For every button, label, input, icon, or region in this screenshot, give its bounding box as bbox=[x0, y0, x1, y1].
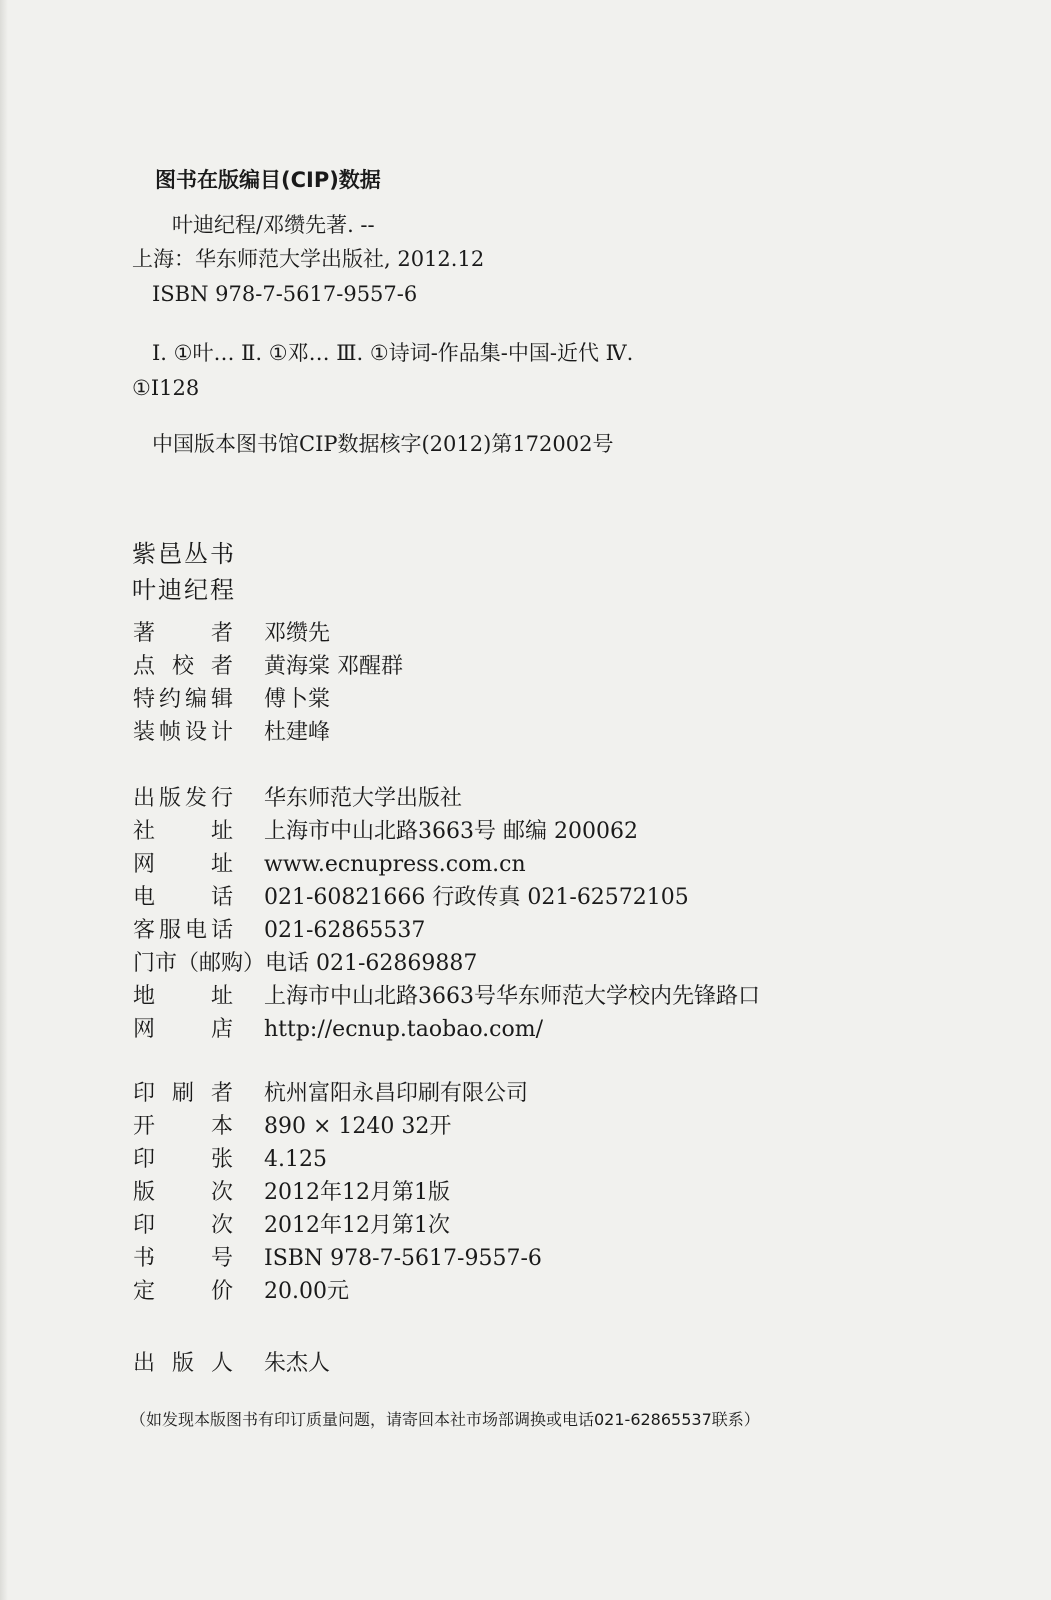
printing-value: 890 × 1240 32开 bbox=[264, 1114, 452, 1139]
publisher-label: 社址 bbox=[133, 819, 233, 844]
publisher-person-label: 出版人 bbox=[133, 1351, 233, 1376]
publisher-value: 上海市中山北路3663号 邮编 200062 bbox=[264, 819, 638, 844]
printing-label: 书号 bbox=[133, 1246, 233, 1271]
publisher-person-value: 朱杰人 bbox=[264, 1351, 331, 1376]
publisher-website: www.ecnupress.com.cn bbox=[264, 852, 526, 877]
cip-line-isbn: ISBN 978-7-5617-9557-6 bbox=[152, 282, 418, 306]
publisher-value: 华东师范大学出版社 bbox=[264, 786, 463, 811]
series-name: 紫邑丛书 bbox=[132, 540, 236, 568]
credit-value: 杜建峰 bbox=[264, 720, 331, 745]
cip-line-record-number: 中国版本图书馆CIP数据核字(2012)第172002号 bbox=[152, 432, 614, 456]
cip-line-title-author: 叶迪纪程/邓缵先著. -- bbox=[172, 213, 375, 237]
printing-label: 印刷者 bbox=[133, 1081, 233, 1106]
publisher-label: 网址 bbox=[133, 852, 233, 877]
credit-label: 装帧设计 bbox=[133, 720, 233, 745]
printing-value: ISBN 978-7-5617-9557-6 bbox=[264, 1246, 542, 1271]
printing-label: 定价 bbox=[133, 1279, 233, 1304]
publisher-value: 上海市中山北路3663号华东师范大学校内先锋路口 bbox=[264, 984, 760, 1009]
publisher-online-shop: http://ecnup.taobao.com/ bbox=[264, 1017, 544, 1042]
cip-line-publisher: 上海：华东师范大学出版社, 2012.12 bbox=[132, 247, 485, 271]
printing-value: 20.00元 bbox=[264, 1279, 349, 1304]
credit-value: 傅卜棠 bbox=[264, 687, 331, 712]
publisher-value: 021-62865537 bbox=[264, 918, 426, 943]
page-edge-shadow bbox=[0, 0, 8, 1600]
printing-value: 4.125 bbox=[264, 1147, 327, 1172]
publisher-label: 电话 bbox=[133, 885, 233, 910]
credit-label: 特约编辑 bbox=[133, 687, 233, 712]
printing-label: 版次 bbox=[133, 1180, 233, 1205]
printing-value: 2012年12月第1版 bbox=[264, 1180, 450, 1205]
credit-value: 邓缵先 bbox=[264, 621, 331, 646]
publisher-label: 出版发行 bbox=[133, 786, 233, 811]
cip-line-subjects: Ⅰ. ①叶… Ⅱ. ①邓… Ⅲ. ①诗词-作品集-中国-近代 Ⅳ. bbox=[152, 341, 634, 365]
book-title: 叶迪纪程 bbox=[132, 576, 236, 604]
cip-title: 图书在版编目(CIP)数据 bbox=[155, 168, 381, 192]
printing-value: 2012年12月第1次 bbox=[264, 1213, 450, 1238]
printing-label: 印次 bbox=[133, 1213, 233, 1238]
credit-label: 点校者 bbox=[133, 654, 233, 679]
printing-value: 杭州富阳永昌印刷有限公司 bbox=[264, 1081, 529, 1106]
publisher-label: 客服电话 bbox=[133, 918, 233, 943]
cip-line-classification: ①I128 bbox=[132, 376, 200, 400]
quality-notice: （如发现本版图书有印订质量问题，请寄回本社市场部调换或电话021-62865537联系） bbox=[130, 1410, 760, 1429]
printing-label: 印张 bbox=[133, 1147, 233, 1172]
publisher-value: 021-60821666 行政传真 021-62572105 bbox=[264, 885, 689, 910]
credit-value: 黄海棠 邓醒群 bbox=[264, 654, 403, 679]
publisher-label: 网店 bbox=[133, 1017, 233, 1042]
credit-label: 著者 bbox=[133, 621, 233, 646]
publisher-label: 门市（邮购）电话 021-62869887 bbox=[133, 951, 478, 976]
publisher-label: 地址 bbox=[133, 984, 233, 1009]
printing-label: 开本 bbox=[133, 1114, 233, 1139]
